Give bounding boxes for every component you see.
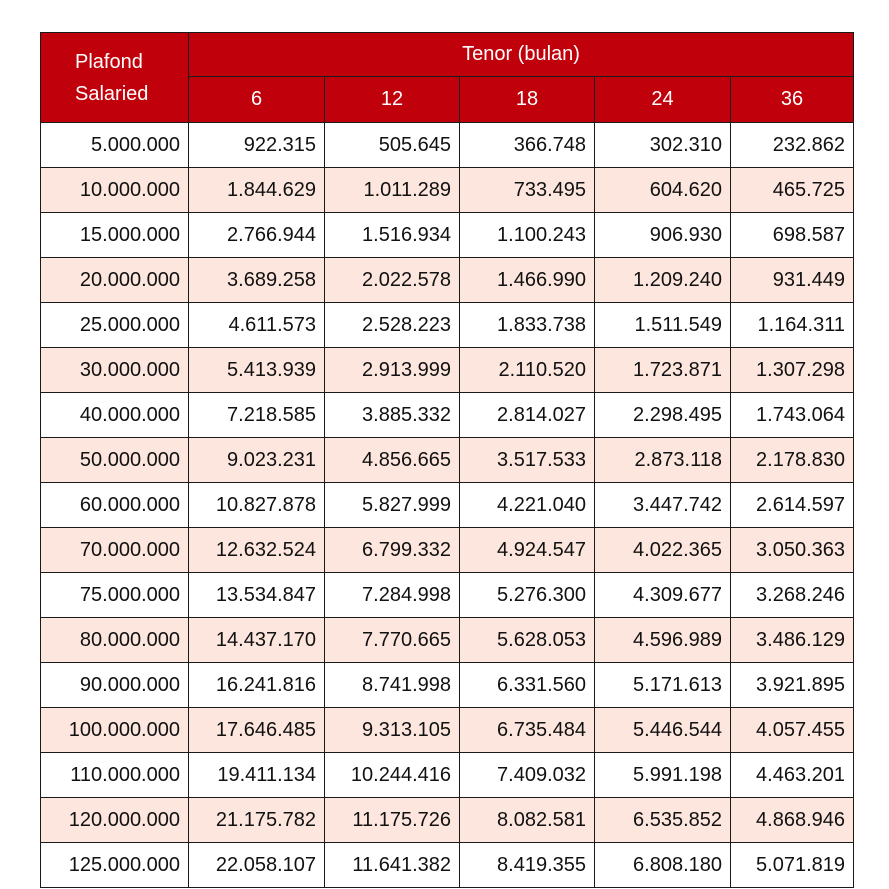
plafond-cell: 80.000.000 [41, 618, 189, 663]
installment-cell: 505.645 [325, 123, 460, 168]
installment-cell: 4.856.665 [325, 438, 460, 483]
installment-cell: 4.022.365 [595, 528, 731, 573]
installment-cell: 366.748 [460, 123, 595, 168]
table-row [41, 663, 854, 708]
installment-cell: 2.298.495 [595, 393, 731, 438]
installment-cell: 22.058.107 [189, 843, 325, 888]
installment-cell: 6.331.560 [460, 663, 595, 708]
plafond-cell: 5.000.000 [41, 123, 189, 168]
installment-cell: 4.463.201 [731, 753, 854, 798]
table-row [41, 618, 854, 663]
plafond-cell: 100.000.000 [41, 708, 189, 753]
installment-cell: 14.437.170 [189, 618, 325, 663]
table-row [41, 393, 854, 438]
installment-table [40, 32, 854, 888]
installment-cell: 8.419.355 [460, 843, 595, 888]
installment-cell: 5.413.939 [189, 348, 325, 393]
installment-cell: 5.071.819 [731, 843, 854, 888]
installment-cell: 2.873.118 [595, 438, 731, 483]
table-row [41, 438, 854, 483]
installment-cell: 1.164.311 [731, 303, 854, 348]
plafond-cell: 125.000.000 [41, 843, 189, 888]
installment-cell: 11.175.726 [325, 798, 460, 843]
installment-cell: 2.913.999 [325, 348, 460, 393]
table-row [41, 168, 854, 213]
installment-cell: 6.808.180 [595, 843, 731, 888]
installment-cell: 4.309.677 [595, 573, 731, 618]
installment-cell: 5.446.544 [595, 708, 731, 753]
installment-cell: 19.411.134 [189, 753, 325, 798]
installment-cell: 1.011.289 [325, 168, 460, 213]
installment-cell: 1.466.990 [460, 258, 595, 303]
installment-cell: 4.611.573 [189, 303, 325, 348]
installment-cell: 3.885.332 [325, 393, 460, 438]
plafond-header [41, 33, 189, 123]
installment-cell: 232.862 [731, 123, 854, 168]
installment-cell: 1.743.064 [731, 393, 854, 438]
installment-cell: 906.930 [595, 213, 731, 258]
table-row [41, 213, 854, 258]
installment-cell: 604.620 [595, 168, 731, 213]
installment-cell: 6.799.332 [325, 528, 460, 573]
installment-cell: 9.023.231 [189, 438, 325, 483]
installment-cell: 5.827.999 [325, 483, 460, 528]
installment-cell: 2.614.597 [731, 483, 854, 528]
installment-cell: 4.924.547 [460, 528, 595, 573]
installment-cell: 3.050.363 [731, 528, 854, 573]
installment-cell: 1.723.871 [595, 348, 731, 393]
installment-cell: 3.447.742 [595, 483, 731, 528]
plafond-cell: 30.000.000 [41, 348, 189, 393]
table-row [41, 573, 854, 618]
installment-cell: 11.641.382 [325, 843, 460, 888]
installment-cell: 2.022.578 [325, 258, 460, 303]
plafond-cell: 15.000.000 [41, 213, 189, 258]
term-header: 24 [595, 77, 731, 123]
table-body [41, 123, 854, 888]
plafond-cell: 75.000.000 [41, 573, 189, 618]
table-row [41, 528, 854, 573]
installment-cell: 4.057.455 [731, 708, 854, 753]
plafond-cell: 50.000.000 [41, 438, 189, 483]
table-row [41, 708, 854, 753]
installment-cell: 3.689.258 [189, 258, 325, 303]
installment-cell: 733.495 [460, 168, 595, 213]
installment-cell: 2.766.944 [189, 213, 325, 258]
installment-cell: 5.628.053 [460, 618, 595, 663]
term-header: 6 [189, 77, 325, 123]
installment-cell: 7.218.585 [189, 393, 325, 438]
installment-cell: 698.587 [731, 213, 854, 258]
installment-cell: 1.307.298 [731, 348, 854, 393]
installment-cell: 3.517.533 [460, 438, 595, 483]
installment-cell: 1.511.549 [595, 303, 731, 348]
installment-cell: 1.516.934 [325, 213, 460, 258]
table-row [41, 123, 854, 168]
installment-cell: 1.833.738 [460, 303, 595, 348]
installment-cell: 13.534.847 [189, 573, 325, 618]
installment-cell: 12.632.524 [189, 528, 325, 573]
installment-cell: 2.528.223 [325, 303, 460, 348]
table-row [41, 843, 854, 888]
term-header: 36 [731, 77, 854, 123]
table-row [41, 348, 854, 393]
table-row [41, 798, 854, 843]
installment-cell: 302.310 [595, 123, 731, 168]
installment-cell: 7.284.998 [325, 573, 460, 618]
table-header [41, 33, 854, 123]
installment-cell: 7.409.032 [460, 753, 595, 798]
installment-cell: 4.868.946 [731, 798, 854, 843]
plafond-cell: 110.000.000 [41, 753, 189, 798]
plafond-cell: 120.000.000 [41, 798, 189, 843]
plafond-cell: 40.000.000 [41, 393, 189, 438]
plafond-header-line2: Salaried [75, 82, 149, 105]
installment-cell: 2.814.027 [460, 393, 595, 438]
table-row [41, 258, 854, 303]
installment-cell: 4.221.040 [460, 483, 595, 528]
installment-cell: 9.313.105 [325, 708, 460, 753]
installment-cell: 17.646.485 [189, 708, 325, 753]
installment-cell: 931.449 [731, 258, 854, 303]
installment-cell: 6.735.484 [460, 708, 595, 753]
installment-cell: 21.175.782 [189, 798, 325, 843]
plafond-cell: 10.000.000 [41, 168, 189, 213]
plafond-header-line1: Plafond [75, 50, 143, 73]
installment-cell: 465.725 [731, 168, 854, 213]
installment-cell: 7.770.665 [325, 618, 460, 663]
installment-cell: 1.100.243 [460, 213, 595, 258]
installment-cell: 8.082.581 [460, 798, 595, 843]
plafond-cell: 25.000.000 [41, 303, 189, 348]
installment-cell: 10.827.878 [189, 483, 325, 528]
installment-cell: 1.844.629 [189, 168, 325, 213]
installment-cell: 6.535.852 [595, 798, 731, 843]
installment-cell: 4.596.989 [595, 618, 731, 663]
installment-cell: 2.110.520 [460, 348, 595, 393]
plafond-cell: 60.000.000 [41, 483, 189, 528]
plafond-cell: 70.000.000 [41, 528, 189, 573]
installment-cell: 10.244.416 [325, 753, 460, 798]
installment-cell: 3.921.895 [731, 663, 854, 708]
installment-table-container [40, 32, 854, 888]
plafond-cell: 90.000.000 [41, 663, 189, 708]
installment-cell: 2.178.830 [731, 438, 854, 483]
installment-cell: 1.209.240 [595, 258, 731, 303]
table-row [41, 303, 854, 348]
table-row [41, 483, 854, 528]
tenor-header: Tenor (bulan) [189, 33, 854, 77]
installment-cell: 5.171.613 [595, 663, 731, 708]
term-header: 18 [460, 77, 595, 123]
plafond-cell: 20.000.000 [41, 258, 189, 303]
installment-cell: 922.315 [189, 123, 325, 168]
installment-cell: 3.486.129 [731, 618, 854, 663]
installment-cell: 3.268.246 [731, 573, 854, 618]
table-row [41, 753, 854, 798]
installment-cell: 5.276.300 [460, 573, 595, 618]
installment-cell: 5.991.198 [595, 753, 731, 798]
installment-cell: 8.741.998 [325, 663, 460, 708]
installment-cell: 16.241.816 [189, 663, 325, 708]
term-header: 12 [325, 77, 460, 123]
